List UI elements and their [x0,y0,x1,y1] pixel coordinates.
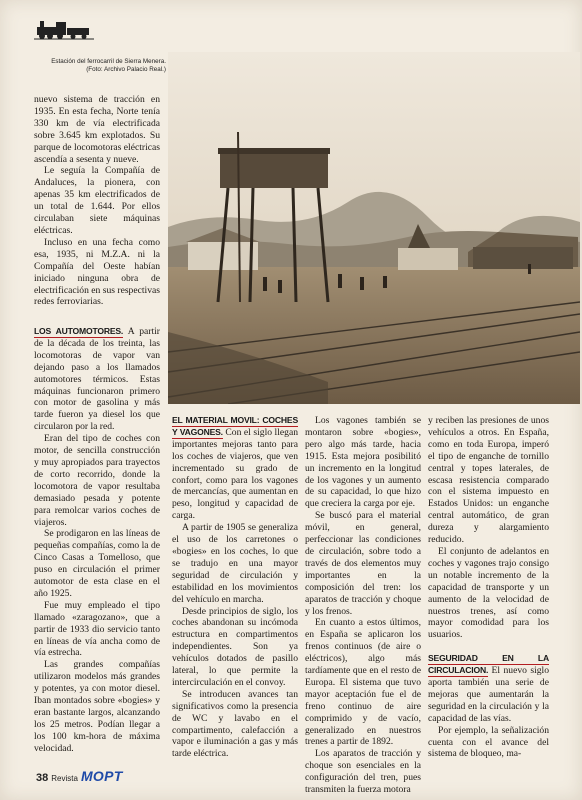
lead-text: El nuevo siglo aporta también una serie de mejoras que aumentarán la seguridad en la circulación y la capacidad de las vías. [428,665,549,724]
section-lead-automotores [34,326,160,433]
photo-caption: Estación del ferrocarril de Sierra Menera. (Foto: Archivo Palacio Real.) [51,58,166,73]
paragraph: Desde principios de siglo, los coches abandonan su incómoda estructura en compartimentos independientes. Son ya vehículos dotados de pasillo lateral, lo que permite la intercirculación en el convoy. [172,605,298,688]
column-1-bottom [34,326,160,755]
page-number: 38 [36,772,49,784]
section-heading-automotores: LOS AUTOMOTORES. [34,326,124,336]
paragraph: y reciben las presiones de unos vehículos a otros. En España, como en toda Europa, imperó el tipo de enganche de tornillo central y topes laterales, de escasa resistencia comparado con el sistema impuesto en Estados Unidos: un enganche central automático, de gran dureza y alargamiento reducido. [428,415,549,546]
column-3 [305,415,421,796]
paragraph: Le seguía la Compañía de Andaluces, la pionera, con apenas 35 km electrificados de un total de 1.644. Por ellos circulaban siete máquinas eléctricas. [34,165,160,236]
paragraph: Los aparatos de tracción y choque son esenciales en la configuración del tren, pues transmiten la fuerza motora [305,748,421,796]
station-photo [168,52,580,404]
magazine-label: Revista [51,774,78,783]
paragraph: En cuanto a estos últimos, en España se aplicaron los frenos continuos (de aire o eléctricos), algo más tardíamente que en el resto de Europa. El sistema que tuvo mayor aceptación fue el de freno continuo de aire comprimido y de vacío, generalizado en nuestros trenes a partir de 1892. [305,617,421,748]
paragraph: Los vagones también se montaron sobre «bogies», pero algo más tarde, hacia 1915. Esta mejora posibilitó un incremento en la longitud de los vagones y un aumento de su capacidad, lo que hizo que creciera la carga por eje. [305,415,421,510]
lead-text: A partir de la década de los treinta, las locomotoras de vapor van dejando paso a los llamados automotores térmicos. Estas máquinas funcionaron primero con motor de gasolina y más tarde fueron ya diesel los que circularon por la red. [34,326,160,433]
lead-text: Con el siglo llegan importantes mejoras tanto para los coches de viajeros, que ven incrementado su grado de confort, como para los vagones de mercancías, que aumentan en peso, longitud y capacidad de carga. [172,426,299,522]
paragraph: Se buscó para el material móvil, en general, perfeccionar las condiciones de circulación, sobre todo a través de dos elementos muy importantes en la composición del tren: los aparatos de tracción y choque y los frenos. [305,510,421,617]
paragraph: El conjunto de adelantos en coches y vagones trajo consigo un notable incremento de la capacidad de transporte y un aumento de la velocidad de nuestros trenes, así como mayor comodidad para los usuarios. [428,545,549,641]
paragraph: Las grandes compañías utilizaron modelos más grandes y potentes, ya con motor diesel. Iban montados sobre «bogies» y eran bastante largos, alcanzando los 25 metros. Podían llegar a los 100 km-hora de máxima velocidad. [34,659,160,754]
paragraph: Se prodigaron en las líneas de pequeñas compañías, como la de Cinco Casas a Tomelloso, que puso en circulación el primer automotor de esta clase en el año 1925. [34,528,161,599]
steam-train-icon [34,18,94,40]
paragraph: nuevo sistema de tracción en 1935. En esta fecha, Norte tenía 330 km de vía electrificada sobre 3.645 km explotados. Su parque de locomotoras eléctricas ascendía a sesenta y nueve. [34,94,160,165]
section-lead-seguridad [428,653,549,724]
paragraph: Se introducen avances tan significativos como la presencia de WC y lavabo en el compartimento, calefacción a vapor e iluminación a gas y más tarde eléctrica. [172,688,298,760]
paragraph: Eran del tipo de coches con motor, de sencilla construcción y muy apropiados para trayectos de corto recorrido, donde la locomotora de vapor resultaba demasiado pesada y potente para remolcar varios coches de viajeros. [34,433,160,528]
column-1-top [34,94,160,308]
section-heading-material: EL MATERIAL MOVIL: COCHES Y VAGONES. [172,415,298,437]
paragraph: Por ejemplo, la señalización cuenta con el avance del sistema de bloqueo, ma- [428,724,549,760]
page-footer [36,768,123,784]
column-4 [428,415,549,760]
paragraph: Incluso en una fecha como esa, 1935, ni M.Z.A. ni la Compañía del Oeste habían iniciado ninguna obra de electrificación en sus respectivas redes ferroviarias. [34,236,160,308]
paragraph: A partir de 1905 se generaliza el uso de los carretones o «bogies» en los coches, lo que se tradujo en una mayor seguridad de circulación y estabilidad en los movimientos del vehículo en marcha. [172,522,298,605]
section-heading-seguridad: SEGURIDAD EN LA CIRCULACION. [428,653,549,676]
brand-logo: MOPT [80,768,123,784]
section-lead-material [172,415,298,522]
column-2 [172,415,298,760]
paragraph: Fue muy empleado el tipo llamado «zaragozano», que a partir de 1933 dio servicio tanto en líneas de vía ancha como de vía estrecha. [34,599,160,659]
